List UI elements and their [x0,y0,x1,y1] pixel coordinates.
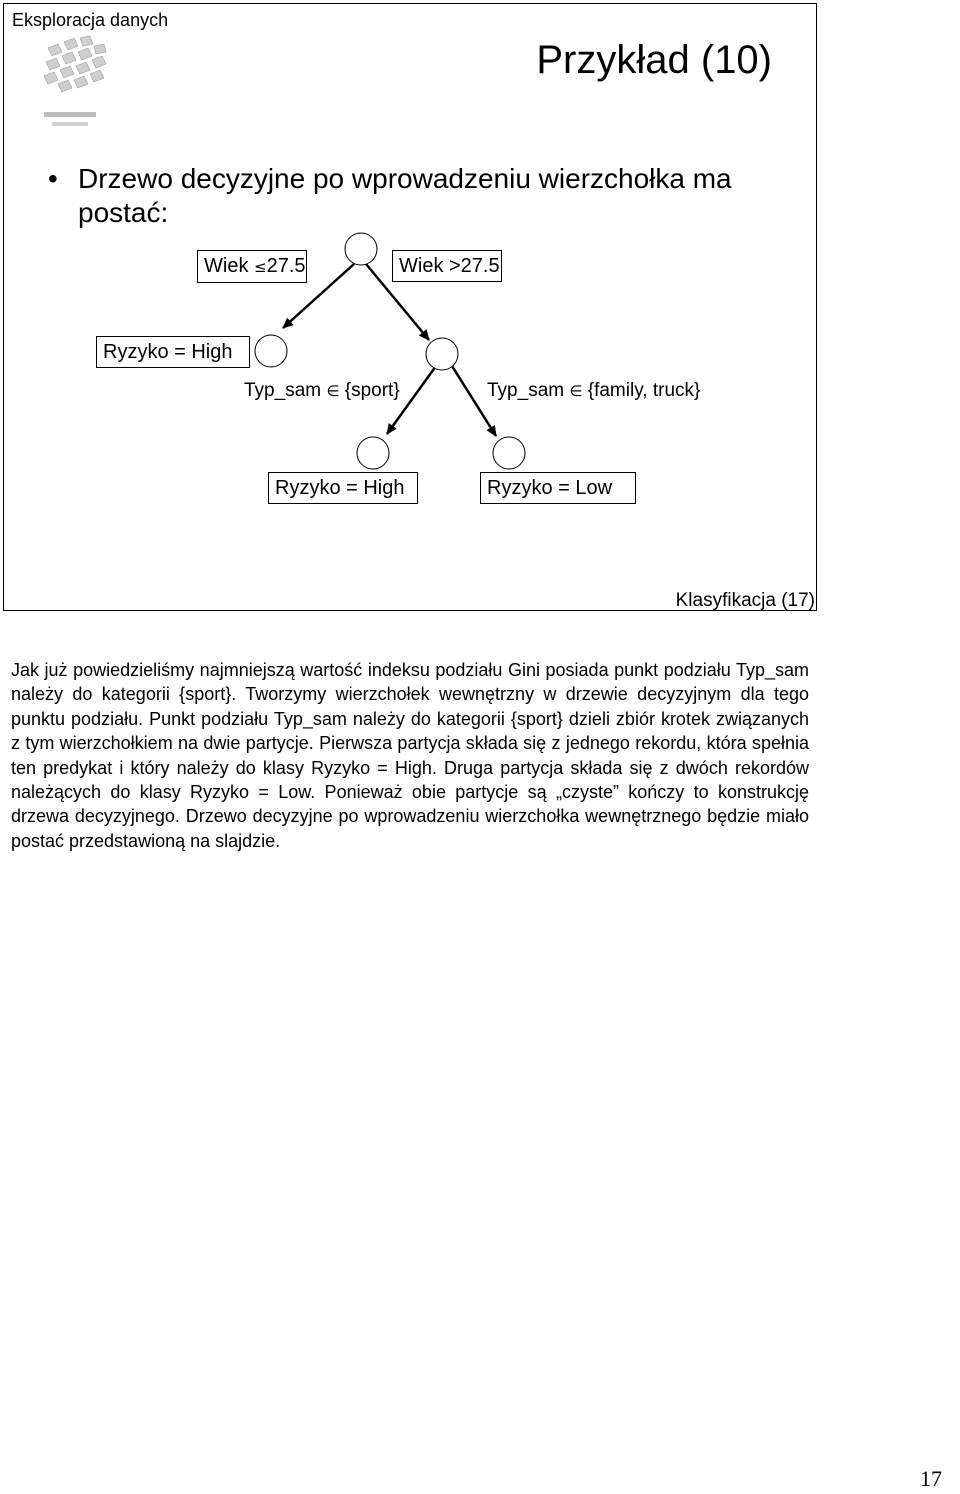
bullet-text: Drzewo decyzyjne po wprowadzeniu wierzchołka ma postać: [78,163,732,228]
edge-label-type-sport: Typ_sam ∈ {sport} [244,380,400,401]
element-of-icon: ∈ [569,382,583,400]
edge-label-age-le: Wiek ≤27.5 [197,250,307,283]
leaf-node-left [255,335,287,367]
course-name: Eksploracja danych [12,10,169,30]
slide-title: Przykład (10) [536,38,772,82]
bullet-dot-icon: • [48,163,58,194]
leaf-label-left: Ryzyko = High [96,336,250,368]
leaf-label-sport: Ryzyko = High [268,472,418,504]
root-node [345,233,377,265]
page-number: 17 [920,1466,942,1491]
body-paragraph: Jak już powiedzieliśmy najmniejszą wartość indeksu podziału Gini posiada punkt podziału Typ_sam należy do kategorii {sport}. Tworzymy wierzchołek wewnętrzny w drzewie decyzyjnym dla tego punktu podziału. Punkt podziału Typ_sam należy do kategorii {sport} dzieli zbiór krotek związanych z tym wierzchołkiem na dwie partycje. Pierwsza partycja składa się z jednego rekordu, która spełnia ten predykat i który należy do klasy Ryzyko = High. Druga partycja składa się z dwóch rekordów należących do klasy Ryzyko = Low. Ponieważ obie partycje są „czyste” kończy to konstrukcję drzewa decyzyjnego. Drzewo decyzyjne po wprowadzeniu wierzchołka wewnętrznego będzie miało postać przedstawioną na slajdzie. [11,660,809,851]
decision-tree-edges [4,4,818,612]
leaf-node-sport [357,437,389,469]
leaf-node-family [493,437,525,469]
edge-label-type-family: Typ_sam ∈ {family, truck} [487,380,701,401]
internal-node [426,338,458,370]
edge-label-age-gt: Wiek >27.5 [392,250,502,282]
footer-caption: Klasyfikacja (17) [675,590,815,611]
slide-frame [3,3,817,611]
less-equal-icon: ≤ [254,258,267,276]
leaf-label-family: Ryzyko = Low [480,472,636,504]
element-of-icon: ∈ [326,382,340,400]
